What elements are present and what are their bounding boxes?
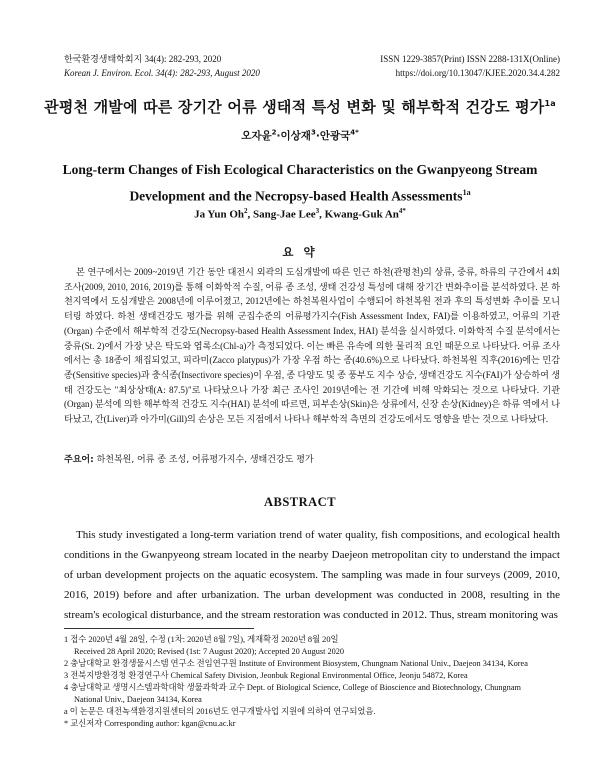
title-ko-text: 관평천 개발에 따른 장기간 어류 생태적 특성 변화 및 해부학적 건강도 평가 bbox=[44, 98, 545, 116]
author-list-en: Ja Yun Oh$^2$, Sang-Jae Lee$^3$, Kwang-Guk $An^{4*}$ bbox=[194, 207, 406, 221]
abstract-heading: ABSTRACT bbox=[263, 495, 337, 509]
footnote-affiliation-2: 2 충남대학교 환경생물시스템 연구소 전임연구원 Institute of Environment Biosystem, Chungnam National Univ., Daejeon 34134, Korea bbox=[64, 659, 528, 668]
author-en: Kwang-Guk An bbox=[324, 208, 399, 221]
footnote-affiliation-4: 4 충남대학교 생명시스템과학대학 생물과학과 교수 Dept. of Biological Science, College of Bioscience and Biotechnology, Chungnam bbox=[64, 683, 521, 692]
author-ko-affiliation-mark: 4* bbox=[350, 128, 359, 137]
keywords-line bbox=[64, 452, 560, 465]
keywords-ko: 하천복원, 어류 종 조성, 어류평가지수, 생태건강도 평가 bbox=[96, 455, 314, 465]
author-ko-affiliation-mark: 3 bbox=[310, 128, 316, 137]
author-en: Ja Yun Oh bbox=[194, 208, 244, 221]
footnote-divider bbox=[64, 628, 254, 629]
footnote-affiliation-4-cont: National Univ., Daejeon 34134, Korea bbox=[74, 695, 202, 704]
title-en-footnote-mark: 1a bbox=[462, 188, 471, 197]
keywords-label: 주요어: bbox=[64, 455, 94, 465]
title-en-line-2 bbox=[40, 181, 560, 208]
footnote-received-en: Received 28 April 2020; Revised (1st: 7 August 2020); Accepted 20 August 2020 bbox=[74, 647, 345, 656]
title-ko-footnote-mark: 1a bbox=[544, 99, 556, 108]
title-en-line: Long-term Changes of Fish Ecological Characteristics on the Gwanpyeong Stream bbox=[62, 162, 538, 177]
author-en-affiliation-mark: 3 bbox=[315, 207, 320, 215]
author-en-affiliation-mark: 2 bbox=[244, 207, 248, 215]
author-ko: 오자윤 bbox=[241, 130, 272, 142]
journal-citation-ko: 한국환경생태학회지 34(4): 282-293, 2020 bbox=[64, 54, 222, 64]
journal-citation-en: Korean J. Environ. Ecol. 34(4): 282-293, August 2020 bbox=[64, 68, 260, 78]
doi-link[interactable]: https://doi.org/10.13047/KJEE.2020.34.4.282 bbox=[395, 68, 560, 78]
journal-header bbox=[64, 52, 260, 80]
author-en-affiliation-mark: 4* bbox=[398, 207, 406, 215]
paper-title-ko bbox=[0, 96, 600, 117]
footnote-received: 1 접수 2020년 4월 28일, 수정 (1차: 2020년 8월 7일), 게재확정 2020년 8월 20일 bbox=[64, 635, 339, 644]
title-en-line: Development and the Necropsy-based Health Assessments bbox=[129, 188, 463, 204]
issn-doi-header bbox=[380, 52, 560, 80]
author-separator: · bbox=[315, 130, 320, 142]
footnote-funding: a 이 논문은 대전녹색환경지원센터의 2016년도 연구개발사업 지원에 의하여 연구되었음. bbox=[64, 707, 376, 716]
summary-heading: 요 약 bbox=[282, 245, 318, 259]
summary-ko-paragraph: 본 연구에서는 2009~2019년 기간 동안 대전시 외곽의 도심개발에 따른 인근 하천(관평천)의 상류, 중류, 하류의 구간에서 4회 조사(2009, 2010, 2016, 2019)를 통해 이화학적 수질, 어류 종 조성, 생태 건강성 특성에 대해 장기간 변화추이를 분석하였다. 본 하천지역에서 도심개발은 2008년에 이루어졌고, 2012년에는 하천복원사업이 수행되어 하천복원 전과 후의 특성변화 추이를 모니터링 하였다. 하천 생태건강도 평가를 위해 군집수준의 어류평가지수(Fish Assessment Index, FAI)를 이용하였고, 어류의 기관(Organ) 수준에서 해부학적 건강도(Necropsy-based Health Assessment Index, HAI) 분석을 실시하였다. 이화학적 수질 분석에서는 중류(St. 2)에서 가장 낮은 탁도와 엽록소(Chl-a)가 측정되었다. 이는 빠른 유속에 의한 물리적 요인 때문으로 나타났다. 어류 조사에서는 총 18종이 채집되었고, 피라미(Zacco platypus)가 가장 우점 하는 종(40.6%)으로 나타났다. 하천복원 직후(2016)에는 민감종(Sensitive species)과 충식종(Insectivore species)이 우점, 종 다양도 및 종 풍부도 지수 상승, 생태건강도 지수(FAI)가 상승하여 생태 건강도는 "최상상태(A: 87.5)"로 나타났으나 가장 최근 조사인 2019년에는 전 기간에 비해 악화되는 것으로 나타났다. 기관(Organ) 분석에 의한 해부학적 건강도 지수(HAI) 분석에 따르면, 피부손상(Skin)은 상류에서, 신장 손상(Kidney)은 하류 역에서 나타났고, 간(Liver)과 아가미(Gill)의 손상은 모든 지점에서 나타나 해부학적 측면의 건강도에서도 영향을 받는 것으로 나타났다. bbox=[64, 267, 560, 425]
abstract-en-paragraph: This study investigated a long-term variation trend of water quality, fish compositions, and ecological health conditions in the Gwanpyeong stream located in the nearby Daejeon metropolitan city to understand the impact of urban development projects on the aquatic ecosystem. The sampling was made in four surveys (2009, 2010, 2016, 2019) before and after urbanization. The urban development was conducted in 2008, resulting in the stream's ecological disturbance, and the stream restoration was conducted in 2012. Thus, stream monitoring was bbox=[64, 529, 560, 621]
author-ko: 이상재 bbox=[280, 130, 311, 142]
footnotes bbox=[64, 634, 560, 730]
author-list-ko bbox=[0, 128, 600, 143]
footnote-corresponding-author: * 교신저자 Corresponding author: kgan@cnu.ac.kr bbox=[64, 719, 236, 728]
author-ko: 안광국 bbox=[319, 130, 351, 142]
author-ko-affiliation-mark: 2 bbox=[271, 128, 277, 137]
author-separator: · bbox=[276, 130, 281, 142]
paper-title-en bbox=[40, 158, 560, 208]
footnote-affiliation-3: 3 전북지방환경청 환경연구사 Chemical Safety Division, Jeonbuk Regional Environmental Office, Jeonju 54872, Korea bbox=[64, 671, 468, 680]
author-en: Sang-Jae Lee bbox=[253, 208, 316, 221]
issn-text: ISSN 1229-3857(Print) ISSN 2288-131X(Online) bbox=[380, 54, 560, 64]
